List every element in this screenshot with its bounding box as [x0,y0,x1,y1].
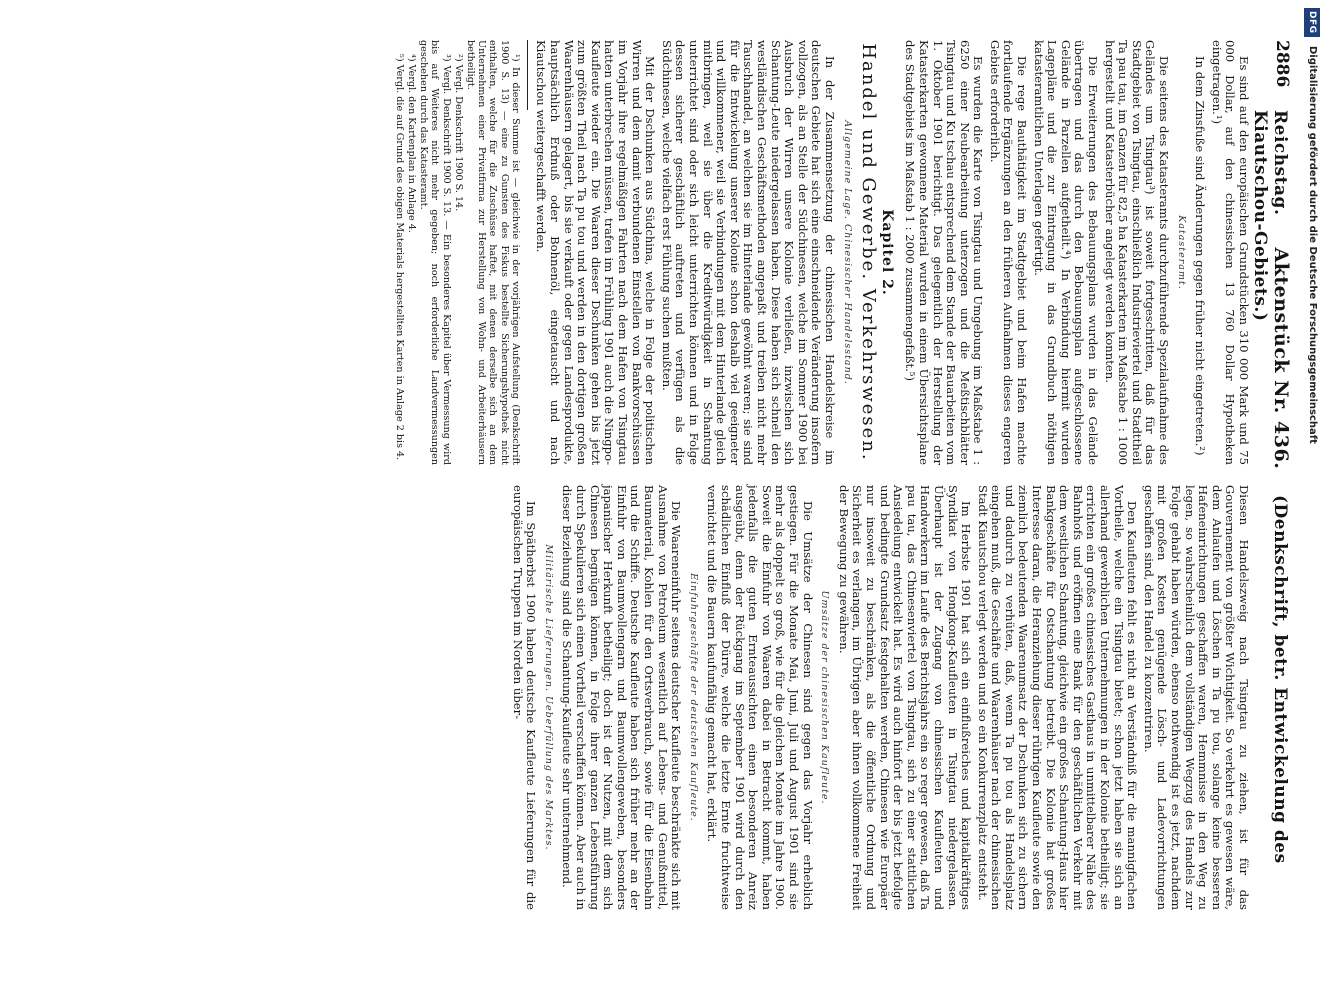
side-heading: Allgemeine Lage. Chinesischer Handelsstand. [841,120,853,385]
footnote: ²) Vergl. Denkschrift 1900 S. 14. [452,54,464,212]
footnote: ⁴) Vergl. den Kartenplan in Anlage 4. [406,54,418,233]
running-header [1250,40,1296,920]
paragraph: Die rege Bauthätigkeit im Stadtgebiet und beim Hafen machte fortlaufende Ergänzungen an den früheren Aufnahmen dieses engeren Gebiets erforderlich. [987,40,1030,465]
footnote: ⁵) Vergl. die auf Grund des obigen Materials hergestellten Karten in Anlage 2 bis 4. [393,54,405,461]
paragraph: Die seitens des Katasteramts durchzuführende Spezialaufnahme des Geländes um Tsingtau³) ist soweit fortgeschritten, daß für das Stadtgebiet von Tsingtau, einschließlich Industrieviertel und Stadttheil Ta pau tau, im Ganzen für 82,5 ha Katasterkarten im Maßstabe 1 : 1000 hergestellt und Katasterbücher angelegt werden konnten. [1102,40,1172,465]
paragraph: Im Spätherbst 1900 haben deutsche Kaufleute Lieferungen für die europäischen Truppen im Norden über- [510,485,539,910]
chapter-number: Kapitel 2. [878,209,895,296]
footnote: ¹) In dieser Summe ist — gleichwie in der vorjährigen Aufstellung (Denkschrift 1900 S. 13) — eine zu Gunsten des Fiskus bestellte Sicherungshypothek nicht enthalten, welche für die Zuschüsse haftet, mit denen derselbe sich an dem Unternehmen einer Privatfirma zur Herstellung von Wohn- und Arbeiterhäusern betheiligt. [465,40,521,465]
side-heading: Umsätze der chinesischen Kaufleute. [819,590,831,805]
footnote-rule [527,40,528,110]
credit-text: Digitalisierung gefördert durch die Deutsche Forschungsgemeinschaft [1307,46,1318,444]
paragraph: Den Kaufleuten fehlt es nicht an Verständniß für die mannigfachen Vortheile, welche ein Tsingtau bietet; schon jetzt haben sie sich an allerhand gewerblichen Unternehmungen in der Kolonie betheiligt; sie errichten ein großes chinesisches Gasthaus in unmittelbarer Nähe des Bahnhofs und eröffnen eine Bank für den geschäftlichen Verkehr mit dem westlichen Schantung, gleichwie ein großes Schantung-Haus hier Bankgeschäfte für Ostschantung betreibt. Die Kolonie hat großes Interesse daran, die Heranziehung dieser rührigen Kaufleute sowie den ziemlich bedeutenden Waarenumsatz der Dschunken sich zu sichern und dadurch zu verhüten, daß, wenn Ta pu tou als Handelsplatz eingehen muß, die Geschäfte und Waarenhäuser nach der chinesischen Stadt Kiautschou verlegt werden und so ein Konkurrenzplatz entsteht. [975,485,1140,910]
paragraph: Mit der Dschunken aus Südchina, welche in Folge der politischen Wirren und dem damit verbundenen Einstellen von Bankvorschüssen im Vorjahr ihre regelmäßigen Fahrten nach dem Hafen von Tsingtau hatten unterbrechen müssen, trafen im Frühling 1901 auch die Ningpo-Kaufleute wieder ein. Die Waaren dieser Dschunken gehen bis jetzt zum größten Theil nach Ta pu tou und werden in den dortigen großen Waarenhäusern gelagert, bis sie verkauft oder gegen Landesprodukte, hauptsächlich Erdnuß oder Bohnenöl, eingetauscht und nach Kiautschou weitergeschafft werden. [534,40,658,465]
chapter-title: Handel und Gewerbe. Verkehrswesen. [858,43,880,462]
left-column [393,40,1250,465]
side-heading: Katasteramt. [1175,215,1187,290]
running-title-reichstag: Reichstag. [1270,110,1290,216]
side-heading: Militärische Lieferungen. Ueberfüllung des Marktes. [542,544,554,851]
paragraph: In der Zusammensetzung der chinesischen Handelskreise im deutschen Gebiete hat sich eine einschneidende Veränderung insofern vollzogen, als an Stelle der Südchinesen, welche im Sommer 1900 bei Ausbruch der Wirren unsere Kolonie verließen, inzwischen sich Schantung-Leute niedergelassen haben. Diese haben sich schnell den westländischen Geschäftsmethoden angepaßt und treiben nicht mehr Tauschhandel, an welchen sie im Hinterlande gewöhnt waren; sie sind für die Entwickelung unserer Kolonie schon deshalb viel geeigneter und willkommener, weil sie Verbindungen mit dem Hinterlande gleich mitbringen, weil sie über die Kreditwürdigkeit in Schantung unterrichtet sind oder sich leicht unterrichten können und in Folge dessen sicherer geschäftlich auftreten und verfügen als die Südchinesen, welche vielfach erst Fühlung suchen mußten. [659,40,837,465]
footnote: ³) Vergl. Denkschrift 1900 S. 13. — Ein besonderes Kapitel über Vermessung wird bis auf Weiteres nicht mehr gegeben; noch erforderliche Landvermessungen geschehen durch das Katasteramt. [418,40,452,465]
dfg-logo: DFG [1304,8,1320,37]
side-heading: Einfuhrgeschäfte der deutschen Kaufleute. [687,573,699,822]
paragraph: Diesen Handelszweig nach Tsingtau zu ziehen, ist für das Gouvernement von größter Wichtigkeit. So verkehrt es gewesen wäre, dem Anlaufen und Löschen in Ta pu tou, solange keine besseren Hafeneinrichtungen geschaffen waren, Hemmnisse in den Weg zu legen, so wahrscheinlich dem vollständigen Wegzug des Handels zur Folge gehabt haben würden, ebenso nothwendig ist es jetzt, nachdem mit großen Kosten genügende Lösch- und Ladevorrichtungen geschaffen sind, den Handel zu konzentriren. [1141,485,1251,910]
paragraph: Es wurden die Karte von Tsingtau und Umgebung im Maßstabe 1 : 6250 einer Neubearbeitung unterzogen und die Meßtischblätter Tsingtau und Ku tschau entsprechend dem Stande der Bauarbeiten vom 1. Oktober 1901 berichtigt. Das gelegentlich der Herstellung der Katasterkarten gewonnene Material wurden in einem Übersichtsplane des Stadtgebiets im Maßstab 1 : 2000 zusammengefaßt.⁵) [903,40,986,465]
paragraph: Es sind auf den europäischen Grundstücken 310 000 Mark und 75 000 Dollar, auf den chinesischen 13 760 Dollar Hypotheken eingetragen.¹) [1209,40,1251,465]
page-number: 2886 [1272,40,1292,88]
digitization-credit [1302,8,1322,996]
paragraph: Im Herbste 1901 hat sich ein einflußreiches und kapitalkräftiges Syndikat von Hongkong-Kaufleuten in Tsingtau niedergelassen. Überhaupt ist der Zugang von chinesischen Kaufleuten und Handwerkern im Laufe des Berichtsjahrs ein so reger gewesen, daß Ta pau tau, das Chinesenviertel von Tsingtau, sich zu einer stattlichen Ansiedelung entwickelt hat. Es wird auch hinfort der bis jetzt befolgte und bedingte Grundsatz festgehalten werden, Chinesen wie Europäer nur insoweit zu beschränken, als die öffentliche Ordnung und Sicherheit es verlangen, im Übrigen aber ihnen vollkommene Freiheit der Bewegung zu gewähren. [836,485,974,910]
running-title-denkschrift: (Denkschrift, betr. Entwickelung des Kiautschou-Gebiets.) [1250,110,1290,864]
right-column [507,485,1250,910]
running-title [1250,110,1292,920]
paragraph: Die Erweiterungen des Bebauungsplans wurden in das Gelände übertragen und das durch den Bebauungsplan aufgeschlossene Gelände in Parzellen aufgetheilt.⁴) In Verbindung hiermit wurden Lagepläne und die zur Eintragung in das Grundbuch nöthigen katasteramtlichen Unterlagen gefertigt. [1031,40,1101,465]
credit-line [1300,8,1320,996]
paragraph: In dem Zinsfuße sind Änderungen gegen früher nicht eingetreten.²) [1193,56,1208,456]
paragraph: Die Waareneinfuhr seitens deutscher Kaufleute beschränkte sich mit Ausnahme von Petroleum wesentlich auf Lebens- und Genußmittel, Baumaterial, Kohlen für den Ortsverbrauch, sowie für die Eisenbahn und die Schiffe. Deutsche Kaufleute haben sich früher mehr an der Einfuhr von Baumwollengarn und Baumwollengeweben, besonders japanischer Herkunft betheiligt; doch ist der Nutzen, mit dem sich Chinesen begnügen können, in Folge ihrer ganzen Lebensführung durch Spekulieren sich einen Vortheil verschaffen können. Aber auch in dieser Beziehung sind die Schantung-Kaufleute sehr unternehmend. [560,485,684,910]
paragraph: Die Umsätze der Chinesen sind gegen das Vorjahr erheblich gestiegen. Für die Monate Mai, Juni, Juli und August 1901 sind sie mehr als doppelt so groß, wie für die gleichen Monate im Jahre 1900. Soweit die Einfuhr von Waaren dabei in Betracht kommt, haben jedenfalls die guten Ernteaussichten einen besonderen Anreiz ausgeübt, denn der Rückgang im September 1901 wird durch den schädlichen Einfluß der Dürre, welche die letzte Ernte fruchtweise vernichtet und die Bauern kaufunfähig gemacht hat, erklärt. [705,485,815,910]
running-title-aktenstueck: Aktenstück Nr. 436. [1270,247,1292,470]
